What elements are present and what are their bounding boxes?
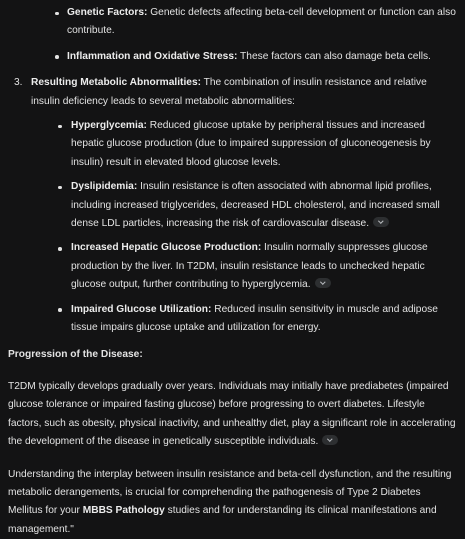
list-item-title: Increased Hepatic Glucose Production: (71, 242, 262, 254)
progression-heading: Progression of the Disease: (8, 348, 143, 360)
list-item-text: Reduced glucose uptake by peripheral tissues and increased hepatic glucose production (due to impaired suppression of gluconeogenesis by insulin) result in elevated blood glucose levels. (71, 120, 431, 168)
paragraph-bold-text: MBBS Pathology (82, 505, 165, 517)
conclusion-paragraph (8, 466, 457, 539)
list-item (31, 239, 457, 294)
paragraph-text: Understanding the interplay between insulin resistance and beta-cell dysfunction, and the resulting metabolic derangements, is crucial for comprehending the pathogenesis of Type 2 Diabetes Mellitus for your (8, 468, 452, 517)
list-item (8, 4, 457, 41)
list-item (31, 178, 457, 233)
list-item-text: Insulin resistance is often associated with abnormal lipid profiles, including increased triglycerides, decreased HDL cholesterol, and increased small dense LDL particles, increasing the risk of cardiovascular disease. (71, 181, 440, 230)
list-item-text: Insulin normally suppresses glucose production by the liver. In T2DM, insulin resistance leads to unchecked hepatic glucose output, further contributing to hyperglycemia. (71, 242, 428, 291)
list-item-title: Hyperglycemia: (71, 120, 147, 132)
list-item-text: Genetic defects affecting beta-cell development or function can also contribute. (67, 7, 456, 37)
list-item-title: Dyslipidemia: (71, 181, 138, 193)
progression-paragraph (8, 378, 457, 452)
list-item-text: Reduced insulin sensitivity in muscle and adipose tissue impairs glucose uptake and utilization for energy. (71, 303, 438, 334)
section-number: 3. (14, 77, 23, 89)
section-text: The combination of insulin resistance and relative insulin deficiency leads to several metabolic abnormalities: (31, 77, 427, 107)
chevron-down-icon[interactable] (322, 435, 338, 445)
list-item-title: Impaired Glucose Utilization: (71, 303, 212, 315)
list-item-title: Inflammation and Oxidative Stress: (67, 50, 238, 62)
metabolic-abnormalities-list (31, 117, 457, 337)
numbered-section-3 (8, 74, 457, 337)
list-item (8, 48, 457, 66)
list-item (31, 301, 457, 338)
chevron-down-icon[interactable] (315, 278, 331, 288)
list-item (31, 117, 457, 172)
chevron-down-icon[interactable] (373, 217, 389, 227)
list-item-text: These factors can also damage beta cells. (237, 50, 431, 62)
list-item-title: Genetic Factors: (67, 7, 148, 18)
beta-cell-factor-list (8, 4, 457, 66)
section-title: Resulting Metabolic Abnormalities: (31, 77, 201, 89)
paragraph-text: T2DM typically develops gradually over years. Individuals may initially have prediabetes (impaired glucose tolerance or impaired fasting glucose) before progressing to overt diabetes. Lifestyle factors, such as obesity, physical inactivity, and unhealthy diet, play a significant role in accelerating the development of the disease in genetically susceptible individuals. (8, 380, 456, 448)
paragraph-text: studies and for understanding its clinical manifestations and management." (8, 505, 437, 535)
